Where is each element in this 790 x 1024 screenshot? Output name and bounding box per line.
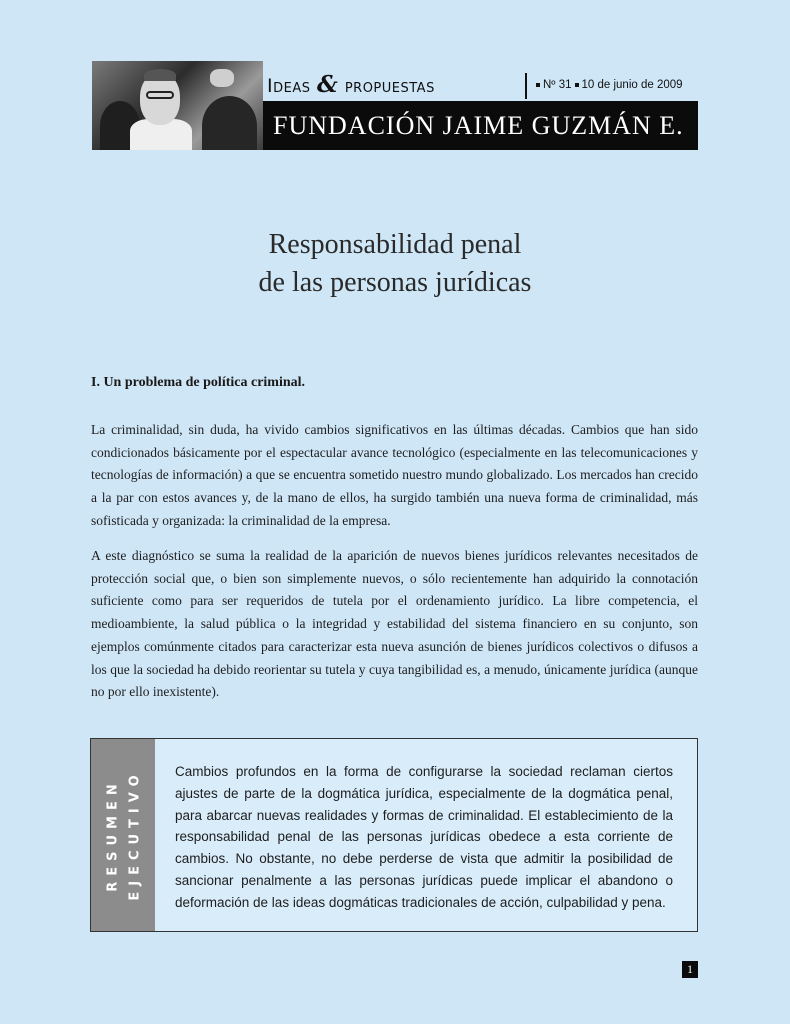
organization-name: FUNDACIÓN JAIME GUZMÁN E. (263, 101, 698, 150)
executive-summary-box (90, 738, 698, 932)
paragraph-1: La criminalidad, sin duda, ha vivido cambios significativos en las últimas décadas. Cambios que han sido condicionados básicamente por el espectacular avance tecnológico (especialmente en las telecomunicaciones y tecnologías de información) a que se encuentra sometido nuestro mundo globalizado. Los mercados han crecido a la par con estos avances y, de la mano de ellos, ha surgido también una nueva forma de criminalidad, más sofisticada y organizada: la criminalidad de la empresa. (91, 422, 698, 528)
series-row (267, 71, 698, 99)
page-number: 1 (682, 961, 698, 978)
issue-number: Nº 31 (543, 79, 572, 91)
document-title-line1: Responsabilidad penal (268, 229, 522, 260)
series-title: Ideas & propuestas (267, 71, 435, 98)
summary-label-panel (91, 739, 155, 931)
header-photo (92, 61, 263, 150)
document-title (0, 226, 790, 302)
summary-label-resumen: RESUMEN (105, 778, 121, 892)
summary-text: Cambios profundos en la forma de configurarse la sociedad reclaman ciertos ajustes de parte de la dogmática jurídica, especialmente de la dogmática penal, para abarcar nuevas realidades y formas de criminalidad. El establecimiento de la responsabilidad penal de las personas jurídicas obedece a esta corriente de cambios. No obstante, no debe perderse de vista que admitir la posibilidad de sancionar penalmente a las personas jurídicas puede implicar el abandono o deformación de las ideas dogmáticas tradicionales de acción, culpabilidad y pena. (175, 764, 673, 910)
document-title-line2: de las personas jurídicas (258, 267, 532, 298)
series-separator (525, 73, 527, 99)
issue-info (533, 79, 683, 91)
masthead (92, 61, 698, 150)
paragraph-2: A este diagnóstico se suma la realidad de la aparición de nuevos bienes jurídicos relevantes necesitados de protección social que, o bien son simplemente nuevos, o sólo recientemente han adquirido la connotación suficiente como para ser requeridos de tutela por el ordenamiento jurídico. La libre competencia, el medioambiente, la salud pública o la integridad y estabilidad del sistema financiero en su conjunto, son ejemplos comúnmente citados para caracterizar esta nueva asunción de bienes jurídicos colectivos o difusos a los que la sociedad ha debido reorientar su tutela y cuya tangibilidad es, a menudo, únicamente jurídica (aunque no por ello inexistente). (91, 548, 698, 700)
summary-label-ejecutivo: EJECUTIVO (127, 769, 143, 901)
issue-date: 10 de junio de 2009 (581, 79, 683, 91)
section-heading: I. Un problema de política criminal. (91, 375, 306, 390)
